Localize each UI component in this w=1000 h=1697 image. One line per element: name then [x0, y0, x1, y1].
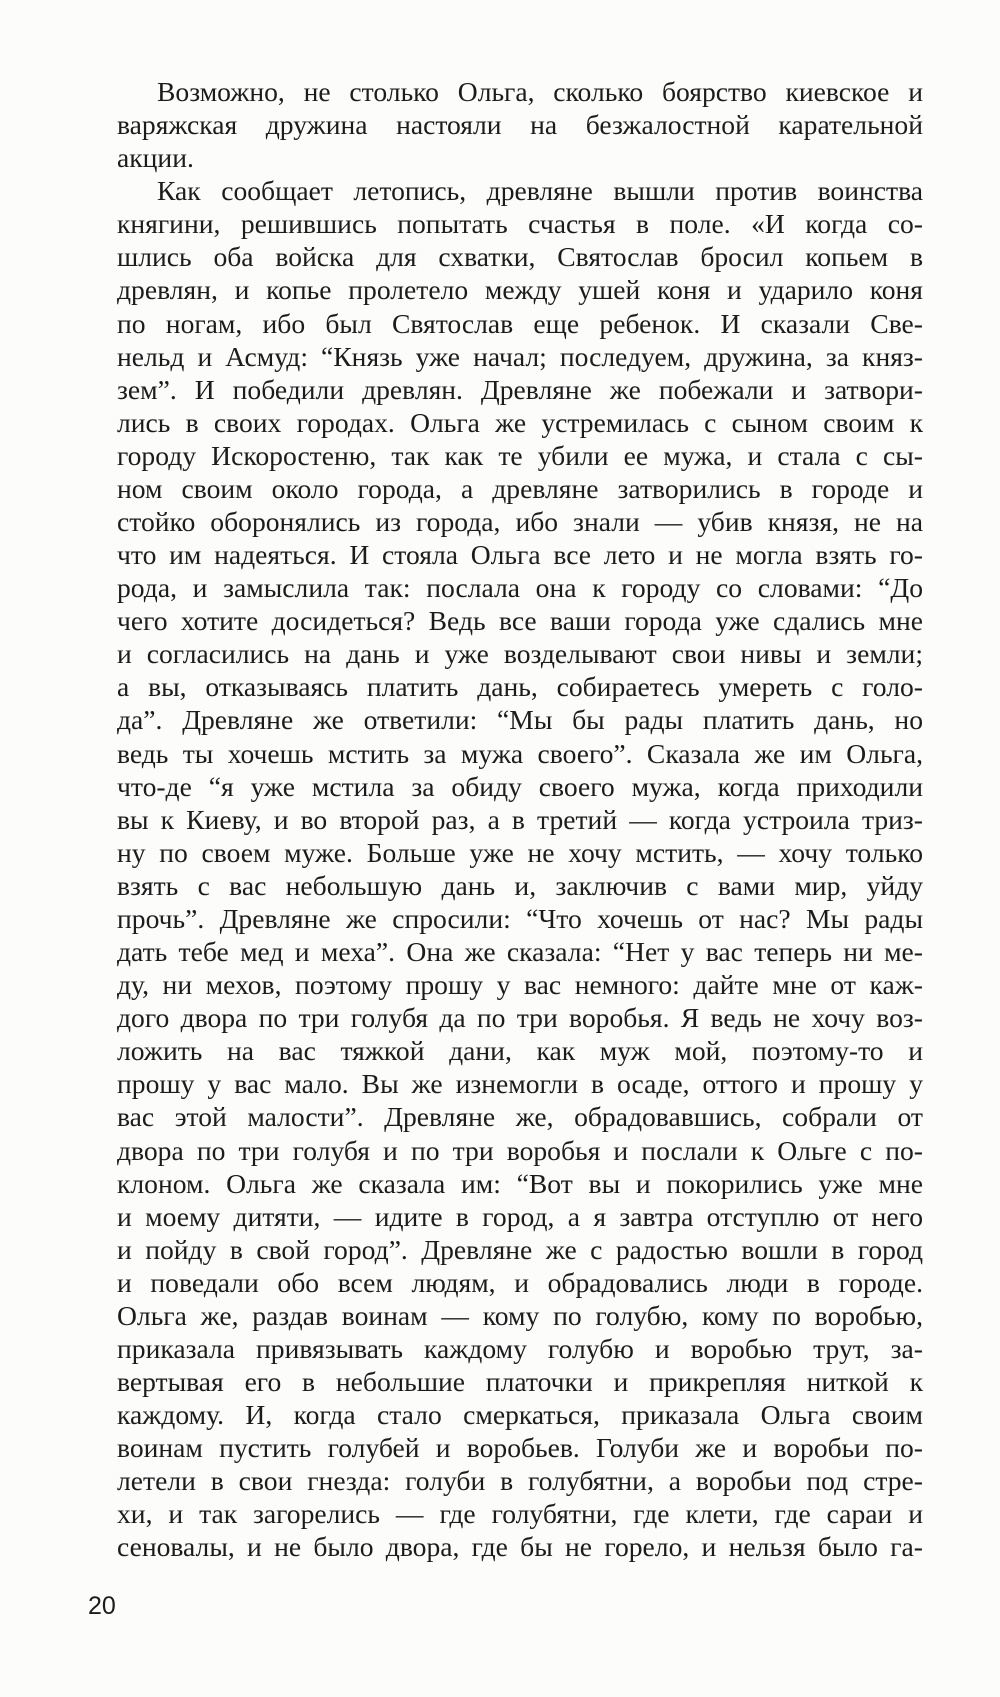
text-line: ложить на вас тяжкой дани, как муж мой, поэтому-то и	[117, 1035, 923, 1067]
text-line: каждому. И, когда стало смеркаться, приказала Ольга своим	[117, 1399, 923, 1431]
text-line: городу Искоростеню, так как те убили ее мужа, и стала с сы-	[117, 439, 923, 471]
text-line: воинам пустить голубей и воробьев. Голуби же и воробьи по-	[117, 1432, 923, 1464]
page-number: 20	[88, 1592, 116, 1620]
text-line: и моему дитяти, — идите в город, а я завтра отступлю от него	[117, 1200, 923, 1232]
text-line: ном своим около города, а древляне затворились в городе и	[117, 472, 923, 504]
text-line: и согласились на дань и уже возделывают свои нивы и земли;	[117, 638, 923, 670]
text-line: рода, и замыслила так: послала она к городу со словами: “До	[117, 572, 923, 604]
text-line: взять с вас небольшую дань и, заключив с вами мир, уйду	[117, 869, 923, 901]
text-line: чего хотите досидеться? Ведь все ваши города уже сдались мне	[117, 605, 923, 637]
text-line: вы к Киеву, и во второй раз, а в третий — когда устроила триз-	[117, 803, 923, 835]
text-line: вертывая его в небольшие платочки и прикрепляя ниткой к	[117, 1366, 923, 1398]
text-line: хи, и так загорелись — где голубятни, где клети, где сараи и	[117, 1498, 923, 1530]
text-line: княгини, решившись попытать счастья в поле. «И когда со-	[117, 208, 923, 240]
text-line: приказала привязывать каждому голубю и воробью трут, за-	[117, 1332, 923, 1364]
text-line: дать тебе мед и меха”. Она же сказала: “Нет у вас теперь ни ме-	[117, 936, 923, 968]
text-line: стойко оборонялись из города, ибо знали — убив князя, не на	[117, 506, 923, 538]
text-line: и пойду в свой город”. Древляне же с радостью вошли в город	[117, 1233, 923, 1265]
text-line: прочь”. Древляне же спросили: “Что хочешь от нас? Мы рады	[117, 902, 923, 934]
text-line: да”. Древляне же ответили: “Мы бы рады платить дань, но	[117, 704, 923, 736]
text-line: зем”. И победили древлян. Древляне же побежали и затвори-	[117, 373, 923, 405]
text-line: сеновалы, и не было двора, где бы не горело, и нельзя было га-	[117, 1531, 923, 1563]
text-line: шлись оба войска для схватки, Святослав бросил копьем в	[117, 241, 923, 273]
text-line: клоном. Ольга же сказала им: “Вот вы и покорились уже мне	[117, 1167, 923, 1199]
body-text	[117, 75, 923, 1564]
text-line: по ногам, ибо был Святослав еще ребенок. И сказали Све-	[117, 307, 923, 339]
text-line: варяжская дружина настояли на безжалостной карательной	[117, 109, 923, 141]
text-line: Ольга же, раздав воинам — кому по голубю, кому по воробью,	[117, 1299, 923, 1331]
text-line: Возможно, не столько Ольга, сколько боярство киевское и	[157, 76, 923, 107]
text-line: вас этой малости”. Древляне же, обрадовавшись, собрали от	[117, 1101, 923, 1133]
text-line: двора по три голубя и по три воробья и послали к Ольге с по-	[117, 1134, 923, 1166]
text-line: ну по своем муже. Больше уже не хочу мстить, — хочу только	[117, 836, 923, 868]
text-line: акции.	[117, 142, 194, 174]
text-line: что-де “я уже мстила за обиду своего мужа, когда приходили	[117, 770, 923, 802]
text-line: прошу у вас мало. Вы же изнемогли в осаде, оттого и прошу у	[117, 1068, 923, 1100]
text-line: лись в своих городах. Ольга же устремилась с сыном своим к	[117, 406, 923, 438]
text-line: что им надеяться. И стояла Ольга все лето и не могла взять го-	[117, 539, 923, 571]
text-line: летели в свои гнезда: голуби в голубятни, а воробьи под стре-	[117, 1465, 923, 1497]
text-line: Как сообщает летопись, древляне вышли против воинства	[157, 175, 923, 207]
text-line: нельд и Асмуд: “Князь уже начал; последуем, дружина, за княз-	[117, 340, 923, 372]
text-line: и поведали обо всем людям, и обрадовались люди в городе.	[117, 1266, 923, 1298]
text-line: а вы, отказываясь платить дань, собираетесь умереть с голо-	[117, 671, 923, 703]
text-line: ведь ты хочешь мстить за мужа своего”. Сказала же им Ольга,	[117, 737, 923, 769]
text-line: ду, ни мехов, поэтому прошу у вас немного: дайте мне от каж-	[117, 969, 923, 1001]
text-line: древлян, и копье пролетело между ушей коня и ударило коня	[117, 274, 923, 306]
text-line: дого двора по три голубя да по три воробья. Я ведь не хочу воз-	[117, 1002, 923, 1034]
